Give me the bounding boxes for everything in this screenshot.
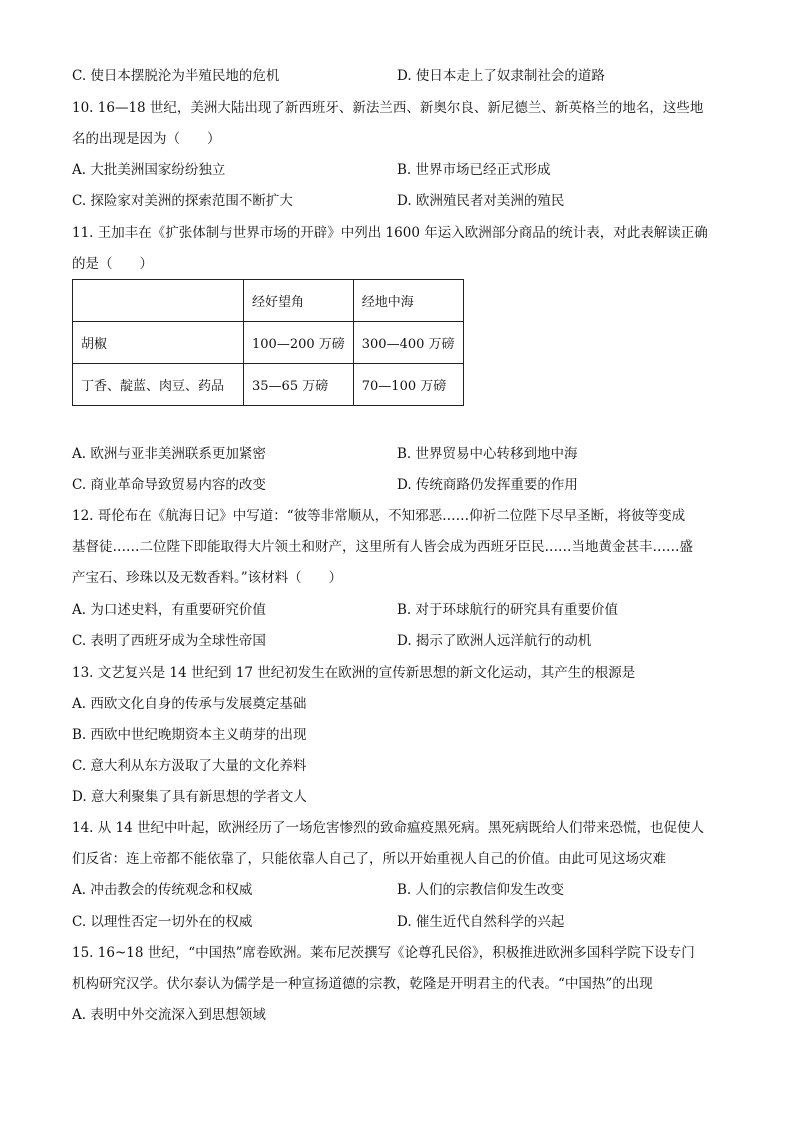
q14-stem-line-2: 们反省：连上帝都不能依靠了，只能依靠人自己了，所以开始重视人自己的价值。由此可见这场灾难	[72, 851, 666, 867]
q10-stem-line-2: 名的出现是因为（ ）	[72, 131, 221, 147]
q10-option-b: B. 世界市场已经正式形成	[397, 162, 551, 178]
q10-options-row-cd	[72, 191, 732, 211]
q14-option-b: B. 人们的宗教信仰发生改变	[397, 882, 565, 898]
q14-options-row-ab	[72, 880, 732, 900]
q15-option-a: A. 表明中外交流深入到思想领域	[72, 1007, 266, 1023]
table-header-row	[73, 280, 464, 322]
q11-option-b: B. 世界贸易中心转移到地中海	[397, 446, 578, 462]
q11-stem-line-1: 11. 王加丰在《扩张体制与世界市场的开辟》中列出 1600 年运入欧洲部分商品的统计表，对此表解读正确	[72, 225, 708, 241]
table-cell: 70—100 万磅	[353, 364, 463, 406]
table-header-cell	[73, 280, 244, 322]
q14-options-row-cd	[72, 912, 732, 932]
q11-stem-line-2: 的是（ ）	[72, 256, 153, 272]
q9-option-d: D. 使日本走上了奴隶制社会的道路	[397, 68, 605, 84]
q15-stem-line-1: 15. 16~18 世纪，“中国热”席卷欧洲。莱布尼茨撰写《论尊孔民俗》，积极推进欧洲多国科学院下设专门	[72, 945, 695, 961]
table-cell: 300—400 万磅	[353, 322, 463, 364]
table-cell: 胡椒	[73, 322, 244, 364]
q15-stem-line-2: 机构研究汉学。伏尔泰认为儒学是一种宣扬道德的宗教，乾隆是开明君主的代表。“中国热”的出现	[72, 976, 653, 992]
q13-option-a: A. 西欧文化自身的传承与发展奠定基础	[72, 696, 307, 712]
q11-option-a: A. 欧洲与亚非美洲联系更加紧密	[72, 446, 266, 462]
table-header-cell: 经好望角	[244, 280, 354, 322]
q12-options-row-cd	[72, 631, 732, 651]
q14-option-d: D. 催生近代自然科学的兴起	[397, 914, 565, 930]
q11-option-d: D. 传统商路仍发挥重要的作用	[397, 477, 578, 493]
q11-option-c: C. 商业革命导致贸易内容的改变	[72, 477, 266, 493]
q13-stem-line-1: 13. 文艺复兴是 14 世纪到 17 世纪初发生在欧洲的宣传新思想的新文化运动，其产生的根源是	[72, 665, 636, 681]
q10-option-c: C. 探险家对美洲的探索范围不断扩大	[72, 193, 293, 209]
q11-statistics-table	[72, 279, 464, 406]
table-header-cell: 经地中海	[353, 280, 463, 322]
q10-options-row-ab	[72, 160, 732, 180]
q11-options-row-cd	[72, 475, 732, 495]
q12-option-a: A. 为口述史料，有重要研究价值	[72, 602, 266, 618]
q10-option-d: D. 欧洲殖民者对美洲的殖民	[397, 193, 565, 209]
q12-option-d: D. 揭示了欧洲人远洋航行的动机	[397, 633, 592, 649]
q14-option-a: A. 冲击教会的传统观念和权威	[72, 882, 253, 898]
q13-option-b: B. 西欧中世纪晚期资本主义萌芽的出现	[72, 727, 307, 743]
q14-stem-line-1: 14. 从 14 世纪中叶起，欧洲经历了一场危害惨烈的致命瘟疫黑死病。黑死病既给人们带来恐慌，也促使人	[72, 820, 705, 836]
q12-options-row-ab	[72, 600, 732, 620]
q12-option-b: B. 对于环球航行的研究具有重要价值	[397, 602, 619, 618]
table-cell: 100—200 万磅	[244, 322, 354, 364]
q9-options-row-cd	[72, 66, 732, 86]
q11-options-row-ab	[72, 444, 732, 464]
table-cell: 丁香、靛蓝、肉豆、药品	[73, 364, 244, 406]
q12-option-c: C. 表明了西班牙成为全球性帝国	[72, 633, 266, 649]
q13-option-c: C. 意大利从东方汲取了大量的文化养料	[72, 758, 307, 774]
q14-option-c: C. 以理性否定一切外在的权威	[72, 914, 253, 930]
q12-stem-line-1: 12. 哥伦布在《航海日记》中写道：“彼等非常顺从，不知邪恶……仰祈二位陛下尽早圣断，将彼等变成	[72, 508, 686, 524]
q12-stem-line-3: 产宝石、珍珠以及无数香料。”该材料（ ）	[72, 570, 343, 586]
q10-stem-line-1: 10. 16—18 世纪，美洲大陆出现了新西班牙、新法兰西、新奥尔良、新尼德兰、新英格兰的地名，这些地	[72, 100, 704, 116]
q10-option-a: A. 大批美洲国家纷纷独立	[72, 162, 226, 178]
q13-option-d: D. 意大利聚集了具有新思想的学者文人	[72, 789, 307, 805]
table-row	[73, 364, 464, 406]
q12-stem-line-2: 基督徒……二位陛下即能取得大片领土和财产，这里所有人皆会成为西班牙臣民……当地黄金甚丰……盛	[72, 539, 693, 555]
table-cell: 35—65 万磅	[244, 364, 354, 406]
q9-option-c: C. 使日本摆脱沦为半殖民地的危机	[72, 68, 280, 84]
table-row	[73, 322, 464, 364]
